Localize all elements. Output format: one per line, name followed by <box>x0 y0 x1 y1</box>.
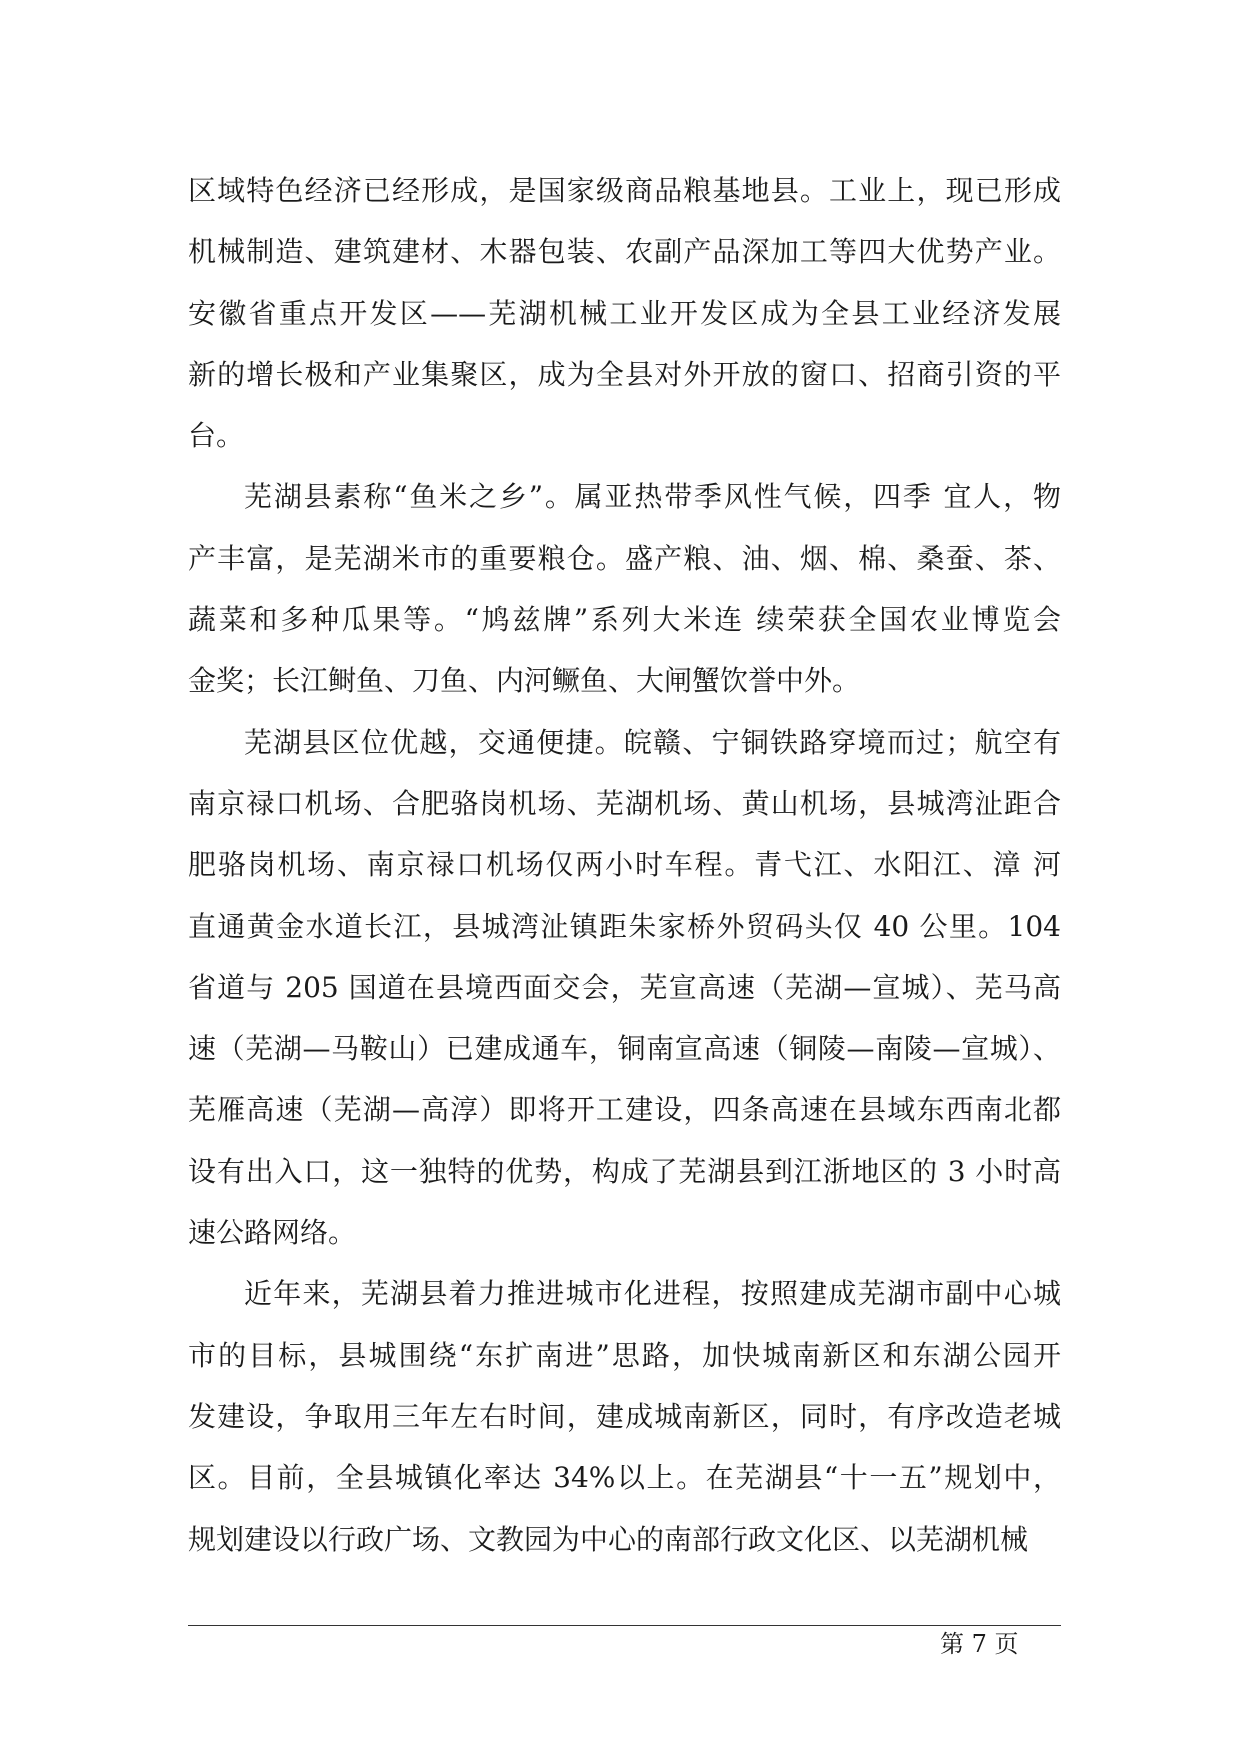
paragraph-line: 发建设，争取用三年左右时间，建成城南新区，同时，有序改造老城 <box>188 1399 1061 1433</box>
paragraph-line: 速公路网络。 <box>188 1216 357 1250</box>
paragraph-line: 直通黄金水道长江，县城湾沚镇距朱家桥外贸码头仅 40 公里。104 <box>188 909 1061 943</box>
paragraph-line: 金奖；长江鲥鱼、刀鱼、内河鳜鱼、大闸蟹饮誉中外。 <box>188 664 861 698</box>
paragraph-line: 新的增长极和产业集聚区，成为全县对外开放的窗口、招商引资的平 <box>188 357 1061 391</box>
paragraph-line: 芜湖县素称“鱼米之乡”。属亚热带季风性气候，四季 宜人，物 <box>244 480 1061 514</box>
paragraph-line: 设有出入口，这一独特的优势，构成了芜湖县到江浙地区的 3 小时高 <box>188 1154 1061 1188</box>
paragraph-line: 肥骆岗机场、南京禄口机场仅两小时车程。青弋江、水阳江、漳 河 <box>188 848 1061 882</box>
footer-divider <box>188 1625 1061 1626</box>
paragraph-line: 市的目标，县城围绕“东扩南进”思路，加快城南新区和东湖公园开 <box>188 1338 1061 1372</box>
paragraph-line: 芜湖县区位优越，交通便捷。皖赣、宁铜铁路穿境而过；航空有 <box>244 725 1061 759</box>
paragraph <box>188 160 1061 466</box>
paragraph-line: 速（芜湖—马鞍山）已建成通车，铜南宣高速（铜陵—南陵—宣城）、 <box>188 1032 1061 1066</box>
paragraph <box>188 466 1061 711</box>
paragraph-line: 规划建设以行政广场、文教园为中心的南部行政文化区、以芜湖机械 <box>188 1522 1029 1556</box>
paragraph-line: 芜雁高速（芜湖—高淳）即将开工建设，四条高速在县域东西南北都 <box>188 1093 1061 1127</box>
paragraph-line: 台。 <box>188 419 245 453</box>
paragraph-line: 南京禄口机场、合肥骆岗机场、芜湖机场、黄山机场，县城湾沚距合 <box>188 786 1061 820</box>
paragraph-line: 区。目前，全县城镇化率达 34%以上。在芜湖县“十一五”规划中， <box>188 1461 1061 1495</box>
page-number: 第 7 页 <box>940 1630 1019 1658</box>
paragraph <box>188 1263 1061 1569</box>
paragraph-line: 蔬菜和多种瓜果等。“鸠兹牌”系列大米连 续荣获全国农业博览会 <box>188 603 1061 637</box>
paragraph-line: 区域特色经济已经形成，是国家级商品粮基地县。工业上，现已形成 <box>188 174 1061 207</box>
paragraph-line: 近年来，芜湖县着力推进城市化进程，按照建成芜湖市副中心城 <box>244 1277 1061 1311</box>
paragraph-line: 省道与 205 国道在县境西面交会，芜宣高速（芜湖—宣城）、芜马高 <box>188 970 1061 1004</box>
paragraph-line: 安徽省重点开发区——芜湖机械工业开发区成为全县工业经济发展 <box>188 296 1061 330</box>
paragraph <box>188 712 1061 1264</box>
paragraph-line: 机械制造、建筑建材、木器包装、农副产品深加工等四大优势产业。 <box>188 235 1061 269</box>
paragraph-line: 产丰富，是芜湖米市的重要粮仓。盛产粮、油、烟、棉、桑蚕、茶、 <box>188 541 1061 575</box>
document-body <box>188 160 1061 1570</box>
